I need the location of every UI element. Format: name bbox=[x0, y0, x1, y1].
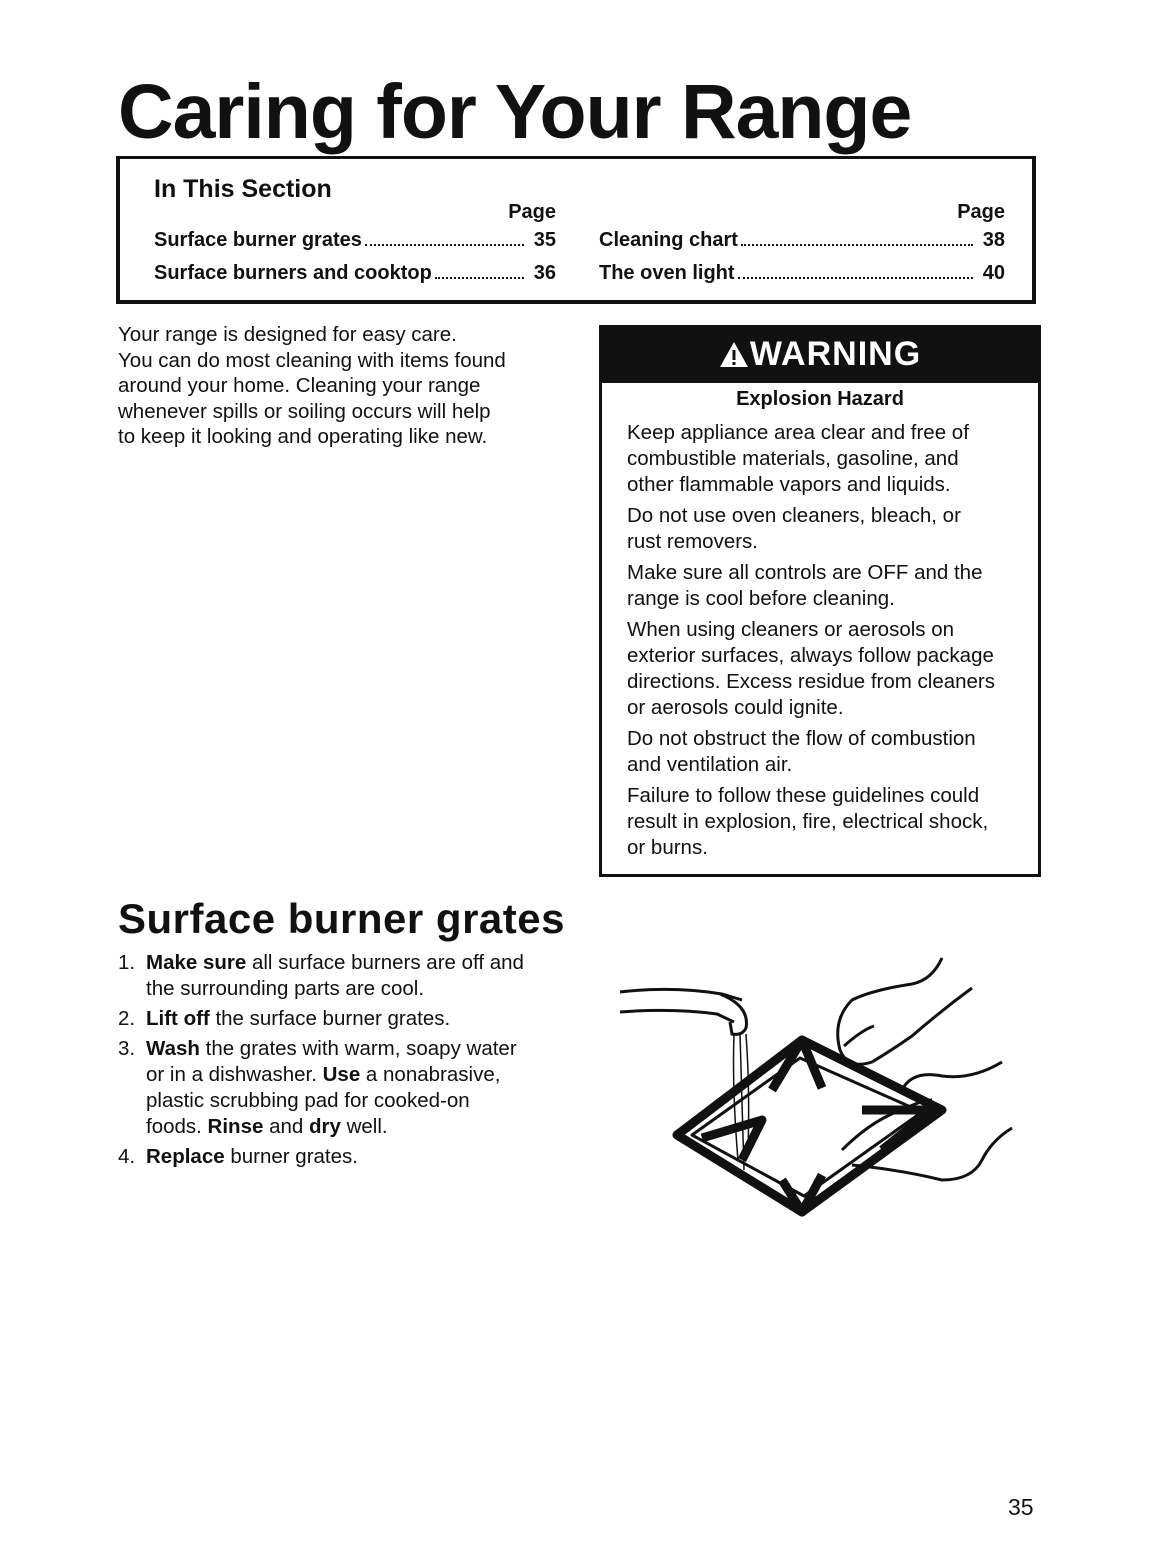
warning-line: range is cool before cleaning. bbox=[627, 587, 895, 610]
steps-list bbox=[118, 950, 578, 1174]
step-keyword: Replace bbox=[146, 1145, 225, 1168]
toc-entry[interactable] bbox=[154, 257, 556, 290]
intro-line: Your range is designed for easy care. bbox=[118, 323, 457, 346]
warning-header bbox=[599, 325, 1041, 383]
step-item bbox=[118, 1144, 578, 1170]
toc-entry-label: Surface burner grates bbox=[154, 229, 362, 251]
warning-paragraph bbox=[627, 420, 1032, 498]
warning-label: WARNING bbox=[749, 334, 922, 373]
toc-left-column bbox=[154, 200, 556, 290]
step-number: 1. bbox=[118, 951, 136, 974]
warning-paragraph bbox=[627, 726, 1032, 778]
warning-line: other flammable vapors and liquids. bbox=[627, 473, 951, 496]
step-keyword: dry bbox=[308, 1115, 341, 1138]
warning-line: Failure to follow these guidelines could bbox=[627, 784, 980, 807]
step-number: 3. bbox=[118, 1037, 136, 1060]
intro-line: around your home. Cleaning your range bbox=[118, 374, 481, 397]
warning-text bbox=[627, 420, 1032, 866]
warning-line: combustible materials, gasoline, and bbox=[627, 447, 959, 470]
warning-triangle-icon bbox=[719, 341, 749, 368]
toc-entry[interactable] bbox=[599, 257, 1005, 290]
warning-line: and ventilation air. bbox=[627, 753, 793, 776]
step-text: foods. bbox=[146, 1115, 208, 1138]
step-keyword: Make sure bbox=[146, 951, 247, 974]
step-keyword: Use bbox=[322, 1063, 361, 1086]
step-text: plastic scrubbing pad for cooked-on bbox=[146, 1089, 470, 1112]
warning-line: exterior surfaces, always follow package bbox=[627, 644, 994, 667]
toc-entry-label: The oven light bbox=[599, 262, 735, 284]
page-number: 35 bbox=[1008, 1494, 1034, 1520]
step-keyword: Wash bbox=[146, 1037, 200, 1060]
warning-paragraph bbox=[627, 560, 1032, 612]
toc-entry-page: 40 bbox=[982, 262, 1005, 284]
section-heading-grates: Surface burner grates bbox=[118, 895, 565, 942]
warning-paragraph bbox=[627, 503, 1032, 555]
intro-line: to keep it looking and operating like new. bbox=[118, 425, 488, 448]
intro-paragraph bbox=[118, 322, 568, 450]
step-text: the surface burner grates. bbox=[209, 1007, 451, 1030]
step-text: the surrounding parts are cool. bbox=[146, 977, 425, 1000]
dot-leader bbox=[741, 244, 973, 246]
step-text: or in a dishwasher. bbox=[146, 1063, 323, 1086]
step-text: and bbox=[263, 1115, 309, 1138]
burner-grate-icon bbox=[677, 1040, 942, 1212]
warning-line: Do not use oven cleaners, bleach, or bbox=[627, 504, 961, 527]
toc-entry-page: 38 bbox=[982, 229, 1005, 251]
dot-leader bbox=[738, 277, 973, 279]
section-heading: In This Section bbox=[154, 175, 332, 203]
intro-line: You can do most cleaning with items found bbox=[118, 348, 506, 372]
step-keyword: Lift off bbox=[146, 1007, 210, 1030]
toc-entry[interactable] bbox=[154, 224, 556, 257]
warning-paragraph bbox=[627, 617, 1032, 721]
warning-line: Do not obstruct the flow of combustion bbox=[627, 727, 976, 750]
toc-right-column bbox=[599, 200, 1005, 290]
hazard-title: Explosion Hazard bbox=[736, 388, 904, 410]
faucet-icon bbox=[620, 989, 746, 1034]
page-column-header: Page bbox=[508, 201, 556, 223]
step-text: well. bbox=[340, 1115, 388, 1138]
intro-line: whenever spills or soiling occurs will help bbox=[118, 399, 491, 423]
page-column-header: Page bbox=[957, 201, 1005, 223]
warning-line: Make sure all controls are OFF and the bbox=[627, 561, 983, 584]
step-text: burner grates. bbox=[224, 1145, 358, 1168]
page-title: Caring for Your Range bbox=[118, 69, 912, 155]
toc-entry-label: Cleaning chart bbox=[599, 229, 738, 251]
dot-leader bbox=[365, 244, 524, 246]
grate-washing-illustration bbox=[612, 950, 1032, 1220]
step-number: 2. bbox=[118, 1007, 136, 1030]
step-text: all surface burners are off and bbox=[246, 951, 524, 974]
warning-line: Keep appliance area clear and free of bbox=[627, 421, 969, 444]
step-number: 4. bbox=[118, 1145, 136, 1168]
toc-entry-label: Surface burners and cooktop bbox=[154, 262, 432, 284]
warning-line: or aerosols could ignite. bbox=[627, 696, 844, 719]
dot-leader bbox=[435, 277, 524, 279]
warning-line: directions. Excess residue from cleaners bbox=[627, 670, 996, 693]
toc-entry-page: 35 bbox=[533, 229, 556, 251]
step-item bbox=[118, 950, 578, 1002]
warning-line: or burns. bbox=[627, 836, 708, 859]
step-keyword: Rinse bbox=[207, 1115, 264, 1138]
toc-entry[interactable] bbox=[599, 224, 1005, 257]
step-item bbox=[118, 1036, 578, 1140]
step-text: a nonabrasive, bbox=[360, 1063, 501, 1086]
warning-line: When using cleaners or aerosols on bbox=[627, 618, 955, 641]
step-item bbox=[118, 1006, 578, 1032]
warning-line: result in explosion, fire, electrical shock, bbox=[627, 810, 989, 833]
toc-entry-page: 36 bbox=[533, 262, 556, 284]
warning-line: rust removers. bbox=[627, 530, 758, 553]
warning-paragraph bbox=[627, 783, 1032, 861]
step-text: the grates with warm, soapy water bbox=[199, 1037, 517, 1060]
